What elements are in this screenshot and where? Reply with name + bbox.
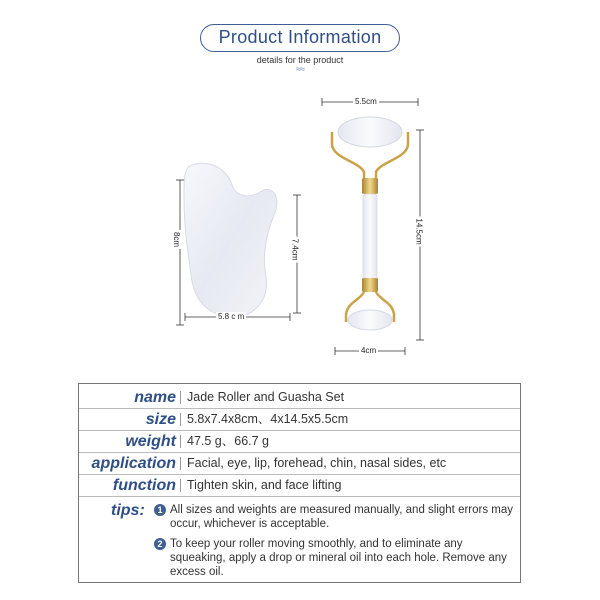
spec-value: 5.8x7.4x8cm、4x14.5x5.5cm <box>187 412 349 426</box>
divider <box>180 391 181 404</box>
roller-top-label: 5.5cm <box>355 97 377 106</box>
spec-value: Facial, eye, lip, forehead, chin, nasal sides, etc <box>187 456 447 470</box>
guasha-height-label: 8cm <box>172 231 182 248</box>
spec-row-application <box>79 453 520 475</box>
wave-decoration: ≈≈ <box>296 64 304 74</box>
guasha-dimension-lines <box>0 85 600 370</box>
spec-value: Jade Roller and Guasha Set <box>187 390 345 404</box>
header <box>0 24 600 74</box>
guasha-inner-label: 7.4cm <box>290 238 300 261</box>
tip-item-1 <box>154 503 514 531</box>
spec-label: size <box>145 411 176 428</box>
spec-row-function <box>79 475 520 497</box>
tip-number-badge: 1 <box>154 504 166 516</box>
page-subtitle: details for the product <box>256 55 344 65</box>
page-title: Product Information <box>200 24 401 52</box>
tip-text: To keep your roller moving smoothly, and to eliminate any squeaking, apply a drop or mineral oil into each hole. Remove any excess oil. <box>170 538 507 578</box>
spec-row-weight <box>79 431 520 453</box>
divider <box>180 435 181 448</box>
spec-label: application <box>91 455 176 472</box>
spec-row-name <box>79 387 520 409</box>
product-image-area <box>0 85 600 370</box>
spec-value: 47.5 g、66.7 g <box>187 434 270 448</box>
spec-value: Tighten skin, and face lifting <box>187 478 342 492</box>
tip-number-badge: 2 <box>154 538 166 550</box>
divider <box>180 457 181 470</box>
roller-bottom-label: 4cm <box>361 346 377 355</box>
roller-length-label: 14.5cm <box>414 218 424 245</box>
tip-item-2 <box>154 537 514 579</box>
divider <box>180 479 181 492</box>
tip-text: All sizes and weights are measured manually, and slight errors may occur, whichever is acceptable. <box>170 504 514 530</box>
tips-label: tips: <box>111 502 145 519</box>
guasha-width-label: 5.8 c m <box>218 312 245 321</box>
spec-label: function <box>112 477 176 494</box>
jade-roller-image <box>320 110 420 340</box>
spec-row-size <box>79 409 520 431</box>
spec-table <box>78 383 521 583</box>
spec-label: name <box>134 389 176 406</box>
divider <box>180 413 181 426</box>
spec-label: weight <box>125 433 176 450</box>
